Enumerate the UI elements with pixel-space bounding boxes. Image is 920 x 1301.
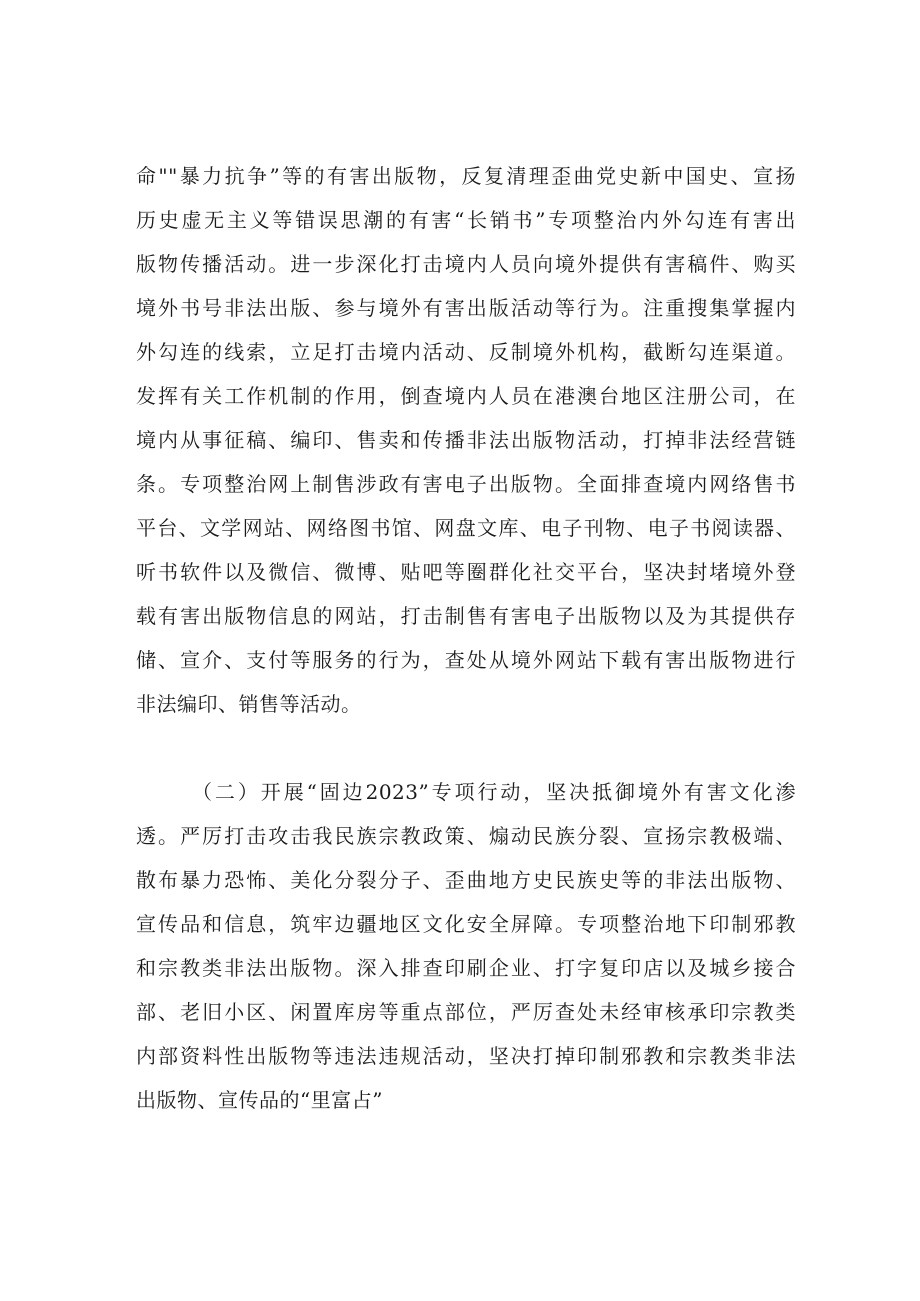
paragraph-line: 历史虚无主义等错误思潮的有害“长销书”专项整治内外勾连有害出 — [136, 208, 796, 232]
paragraph-line: 部、老旧小区、闲置库房等重点部位，严厉查处未经审核承印宗教类 — [136, 1000, 796, 1024]
paragraph-line: 条。专项整治网上制售涉政有害电子出版物。全面排查境内网络售书 — [136, 472, 796, 496]
paragraph-line: 版物传播活动。进一步深化打击境内人员向境外提供有害稿件、购买 — [136, 252, 796, 276]
paragraph-line: 非法编印、销售等活动。 — [136, 692, 362, 716]
paragraph-line: 发挥有关工作机制的作用，倒查境内人员在港澳台地区注册公司，在 — [136, 384, 796, 408]
paragraph-line: 透。严厉打击攻击我民族宗教政策、煽动民族分裂、宣扬宗教极端、 — [136, 824, 796, 848]
paragraph-line: 和宗教类非法出版物。深入排查印刷企业、打字复印店以及城乡接合 — [136, 956, 796, 980]
paragraph-line: 境内从事征稿、编印、售卖和传播非法出版物活动，打掉非法经营链 — [136, 428, 796, 452]
paragraph-line: 宣传品和信息，筑牢边疆地区文化安全屏障。专项整治地下印制邪教 — [136, 912, 796, 936]
paragraph-line: 听书软件以及微信、微博、贴吧等圈群化社交平台，坚决封堵境外登 — [136, 560, 796, 584]
paragraph-line: 平台、文学网站、网络图书馆、网盘文库、电子刊物、电子书阅读器、 — [136, 516, 796, 540]
paragraph-line: 储、宣介、支付等服务的行为，查处从境外网站下载有害出版物进行 — [136, 648, 796, 672]
paragraph-2 — [136, 770, 796, 1122]
paragraph-line: 载有害出版物信息的网站，打击制售有害电子出版物以及为其提供存 — [136, 604, 796, 628]
paragraph-line: 出版物、宣传品的“里富占” — [136, 1088, 383, 1112]
paragraph-line: 散布暴力恐怖、美化分裂分子、歪曲地方史民族史等的非法出版物、 — [136, 868, 796, 892]
paragraph-line: 命""暴力抗争”等的有害出版物，反复清理歪曲党史新中国史、宣扬 — [136, 164, 796, 188]
paragraph-line: 境外书号非法出版、参与境外有害出版活动等行为。注重搜集掌握内 — [136, 296, 796, 320]
paragraph-line: 内部资料性出版物等违法违规活动，坚决打掉印制邪教和宗教类非法 — [136, 1044, 796, 1068]
paragraph-1 — [136, 154, 796, 726]
section-heading-line: （二）开展“固边2023”专项行动，坚决抵御境外有害文化渗 — [192, 780, 796, 804]
paragraph-line: 外勾连的线索，立足打击境内活动、反制境外机构，截断勾连渠道。 — [136, 340, 796, 364]
